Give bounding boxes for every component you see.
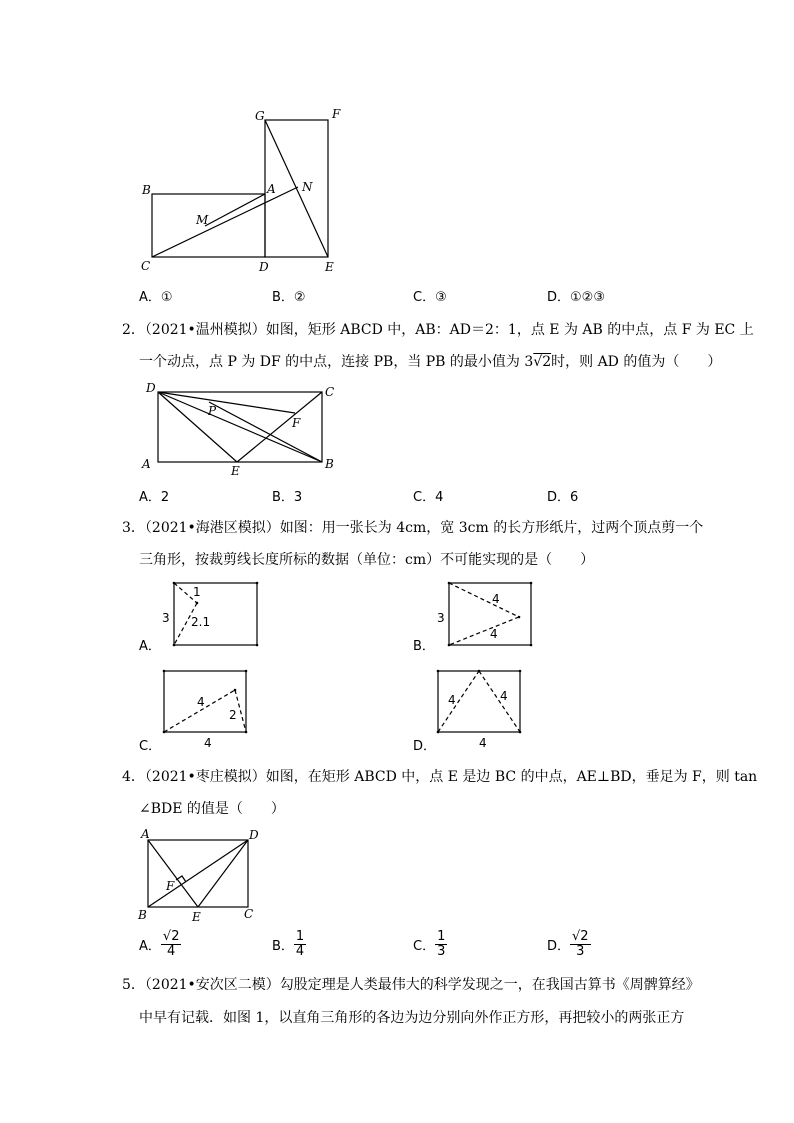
q4-option-b: B． $\frac{1}{4}$ xyxy=(272,929,305,959)
fig4-label-c: C xyxy=(244,907,254,921)
fig3d-n2: 4 xyxy=(500,689,508,703)
q4-option-c: C． $\frac{1}{3}$ xyxy=(413,929,446,959)
fig1-label-c: C xyxy=(141,259,151,273)
fig3d-n1: 4 xyxy=(448,693,456,707)
q2-option-d: D．6 xyxy=(547,490,579,505)
q3-option-c-label: C． xyxy=(139,739,162,754)
q2-option-c: C．4 xyxy=(413,490,444,505)
fig1-label-n: N xyxy=(302,180,313,194)
fig3a-n2: 2.1 xyxy=(191,615,211,629)
q4-text-line2: ∠BDE 的值是（ ） xyxy=(139,801,285,817)
q4-text-line1: 4．（2021•枣庄模拟）如图，在矩形 ABCD 中，点 E 是边 BC 的中点，AE⊥BD，垂足为 F，则 tan xyxy=(122,769,758,785)
fig2-label-e: E xyxy=(231,464,240,478)
fig1-label-b: B xyxy=(142,183,151,197)
q5-text-line2: 中早有记载．如图 1，以直角三角形的各边为边分别向外作正方形，再把较小的两张正方 xyxy=(139,1010,685,1026)
q2-text-line1: 2．（2021•温州模拟）如图，矩形 ABCD 中，AB：AD＝2：1，点 E 为 AB 的中点，点 F 为 EC 上 xyxy=(122,322,754,338)
sqrt-symbol: √2 xyxy=(533,354,552,370)
fig2-label-p: P xyxy=(208,404,217,418)
fig2-label-f: F xyxy=(292,416,301,430)
q4-option-a: A． $\frac{√2}{4}$ xyxy=(139,929,180,959)
q5-text-line1: 5．（2021•安次区二模）勾股定理是人类最伟大的科学发现之一，在我国古算书《周髀算经》 xyxy=(122,977,700,993)
q1-option-c: C．③ xyxy=(413,290,447,305)
q2-text-line2: 一个动点，点 P 为 DF 的中点，连接 PB，当 PB 的最小值为 3√2时，则 AD 的值为（ ） xyxy=(139,354,722,370)
fig1-label-g: G xyxy=(255,109,265,123)
q2-option-a: A．2 xyxy=(139,490,170,505)
fig4-label-e: E xyxy=(192,910,201,924)
q1-option-d: D．①②③ xyxy=(547,290,605,305)
fig1-label-m: M xyxy=(196,213,209,227)
q2-option-b: B．3 xyxy=(272,490,303,505)
q4-option-d: D． $\frac{√2}{3}$ xyxy=(547,929,589,959)
fig2-label-b: B xyxy=(325,457,334,471)
fig1-label-e: E xyxy=(325,260,334,274)
fig3a-n1: 1 xyxy=(193,585,201,599)
fig4-label-f: F xyxy=(166,879,175,893)
fig2-label-a: A xyxy=(142,457,151,471)
fig4-label-d: D xyxy=(249,828,259,842)
fig4-label-a: A xyxy=(141,827,150,841)
q3-option-b-label: B． xyxy=(413,639,435,654)
fig3c-n2: 2 xyxy=(229,708,237,722)
fig2-label-c: C xyxy=(325,385,335,399)
fig1-label-f: F xyxy=(332,107,341,121)
fig3c-n1: 4 xyxy=(197,695,205,709)
q3-text-line1: 3．（2021•海港区模拟）如图：用一张长为 4cm，宽 3cm 的长方形纸片，过两个顶点剪一个 xyxy=(122,520,704,536)
fig3a-side: 3 xyxy=(162,611,170,625)
q3-option-a-label: A． xyxy=(139,639,161,654)
fig4-label-b: B xyxy=(138,908,147,922)
q3-text-line2: 三角形，按裁剪线长度所标的数据（单位：cm）不可能实现的是（ ） xyxy=(139,552,595,568)
fig3d-bottom: 4 xyxy=(479,736,487,750)
fig3b-n2: 4 xyxy=(490,627,498,641)
q1-option-a: A．① xyxy=(139,290,173,305)
q3-option-d-label: D． xyxy=(413,739,437,754)
fig1-label-d: D xyxy=(259,260,269,274)
fig2-label-d: D xyxy=(146,381,156,395)
fig1-label-a: A xyxy=(267,182,276,196)
q1-option-b: B．② xyxy=(272,290,306,305)
fig3b-n1: 4 xyxy=(492,592,500,606)
fig3b-side: 3 xyxy=(437,611,445,625)
fig3c-bottom: 4 xyxy=(204,736,212,750)
